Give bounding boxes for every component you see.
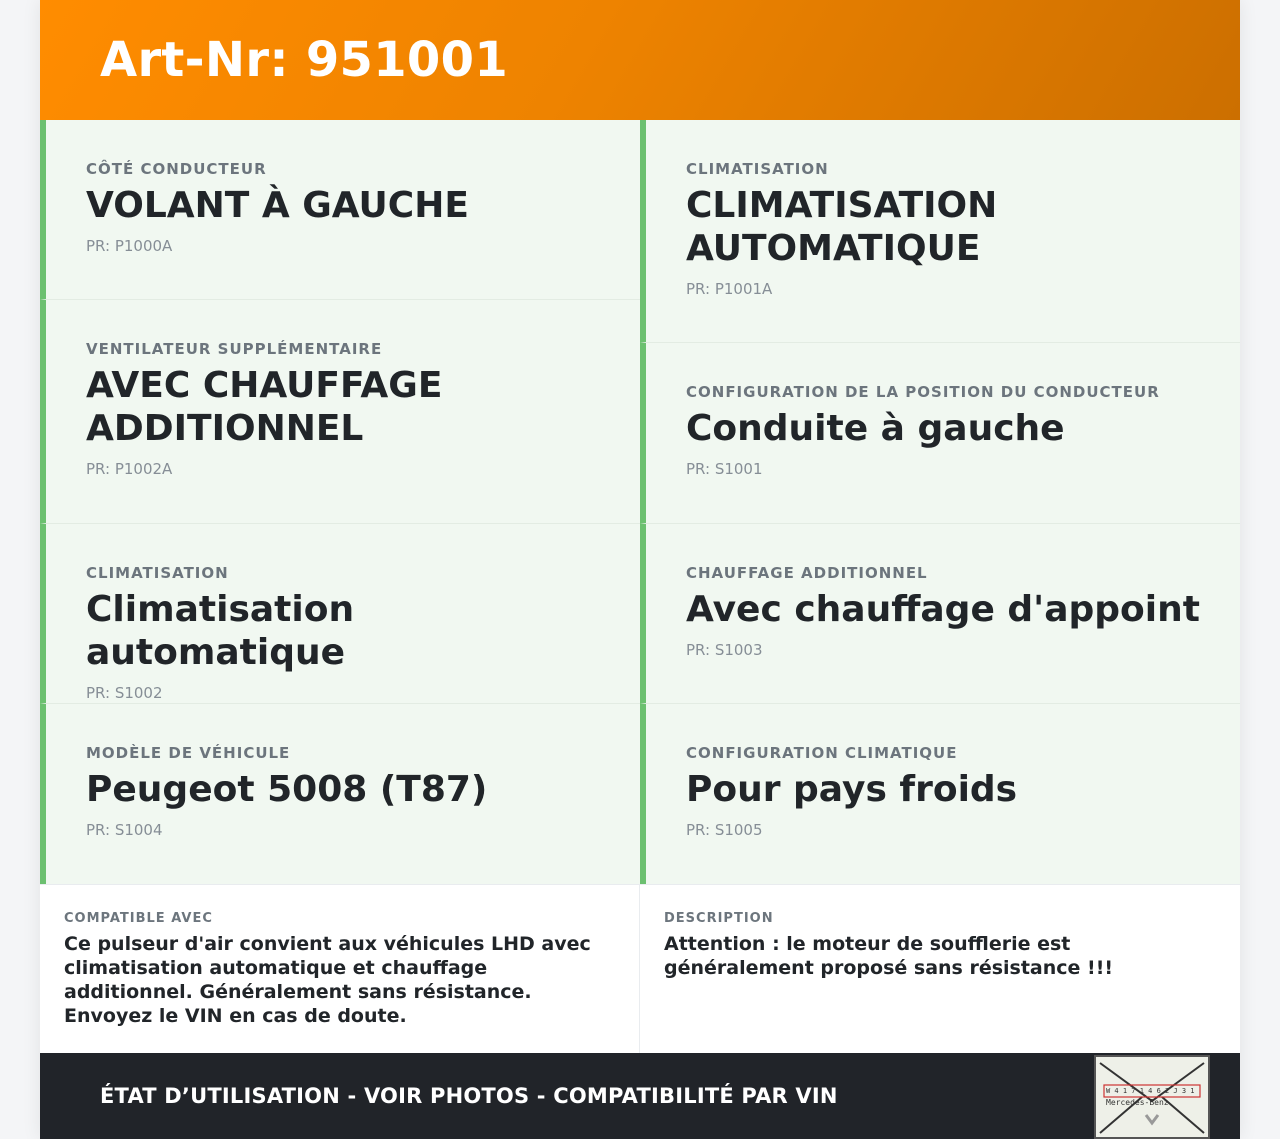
spec-value: Conduite à gauche [686, 408, 1065, 449]
spec-label: CHAUFFAGE ADDITIONNEL [686, 564, 928, 582]
spec-pr-code: PR: P1002A [86, 460, 173, 478]
spec-cell [640, 704, 1240, 884]
spec-pr-code: PR: S1003 [686, 641, 763, 659]
spec-pr-code: PR: S1001 [686, 460, 763, 478]
spec-value: VOLANT À GAUCHE [86, 185, 469, 226]
spec-cell [40, 524, 640, 704]
svg-text:W 4 1 7 1 4 6 2 J 3 1: W 4 1 7 1 4 6 2 J 3 1 [1106, 1087, 1195, 1095]
spec-pr-code: PR: P1001A [686, 280, 773, 298]
spec-value: Pour pays froids [686, 769, 1018, 810]
spec-value: AVEC CHAUFFAGE ADDITIONNEL [86, 365, 443, 449]
envelope-label-image [1094, 1055, 1210, 1139]
spec-column-right [640, 120, 1240, 884]
footer-text: ÉTAT D’UTILISATION - VOIR PHOTOS - COMPATIBILITÉ PAR VIN [100, 1084, 838, 1108]
compatible-text: Ce pulseur d'air convient aux véhicules LHD avec climatisation automatique et chauffage additionnel. Généralement sans résistance. Envoyez le VIN en cas de doute. [64, 933, 591, 1027]
spec-cell [640, 524, 1240, 704]
spec-grid [40, 120, 1240, 884]
spec-cell [40, 300, 640, 524]
spec-pr-code: PR: P1000A [86, 237, 173, 255]
description-text: Attention : le moteur de soufflerie est généralement proposé sans résistance !!! [664, 933, 1114, 979]
footer-bar [40, 1053, 1240, 1139]
stamp-text: Mercedes-Benz [1106, 1098, 1169, 1107]
spec-pr-code: PR: S1004 [86, 821, 163, 839]
spec-pr-code: PR: S1005 [686, 821, 763, 839]
spec-label: MODÈLE DE VÉHICULE [86, 744, 291, 762]
spec-label: CÔTÉ CONDUCTEUR [86, 160, 267, 178]
spec-value: Peugeot 5008 (T87) [86, 769, 488, 810]
spec-label: CLIMATISATION [86, 564, 229, 582]
product-card [40, 0, 1240, 1139]
compatible-label: COMPATIBLE AVEC [64, 911, 213, 926]
spec-label: CONFIGURATION CLIMATIQUE [686, 744, 958, 762]
spec-label: CONFIGURATION DE LA POSITION DU CONDUCTEUR [686, 383, 1160, 401]
spec-value: Avec chauffage d'appoint [686, 589, 1200, 630]
spec-value: Climatisation automatique [86, 589, 355, 673]
spec-pr-code: PR: S1002 [86, 684, 163, 702]
description-box [640, 885, 1240, 1054]
description-label: DESCRIPTION [664, 911, 774, 926]
compatible-box [40, 885, 640, 1054]
spec-label: CLIMATISATION [686, 160, 829, 178]
info-section [40, 884, 1240, 1054]
spec-cell [640, 343, 1240, 524]
spec-cell [640, 120, 1240, 343]
spec-column-left [40, 120, 640, 884]
header-banner [40, 0, 1240, 120]
spec-value: CLIMATISATION AUTOMATIQUE [686, 185, 998, 269]
spec-cell [40, 120, 640, 300]
spec-cell [40, 704, 640, 884]
envelope-icon [1096, 1057, 1208, 1137]
article-number-title: Art-Nr: 951001 [100, 32, 509, 88]
spec-label: VENTILATEUR SUPPLÉMENTAIRE [86, 340, 383, 358]
